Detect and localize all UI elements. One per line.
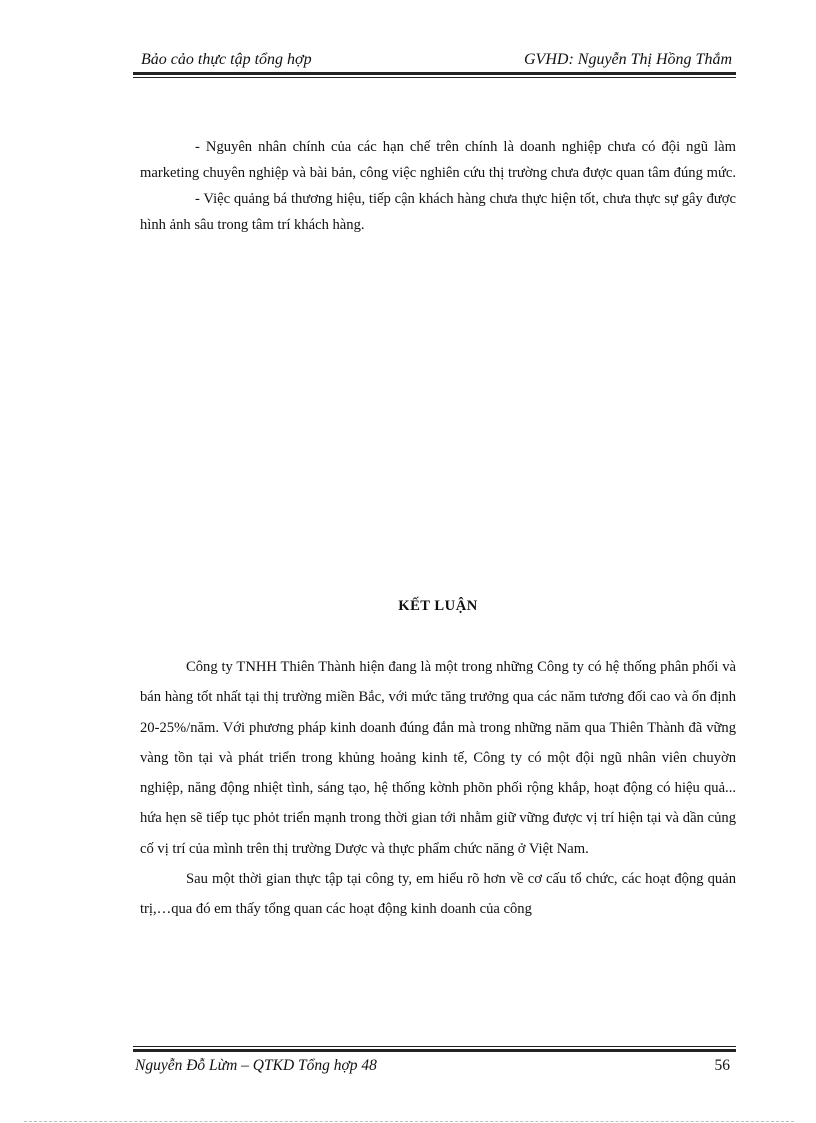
footer-rule-thin [133,1046,736,1047]
conclusion-title: KẾT LUẬN [398,598,478,614]
page-edge-guide [24,1121,794,1122]
footer-author: Nguyễn Đỗ Lừm – QTKD Tổng hợp 48 [135,1057,377,1074]
paragraph-conclusion-2: Sau một thời gian thực tập tại công ty, em hiểu rõ hơn về cơ cấu tổ chức, các hoạt động quản trị,…qua đó em thấy tổng quan các hoạt động kinh doanh của công [140,871,736,918]
page-footer [133,1052,736,1080]
header-report-title: Bảo cảo thực tập tổng hợp [141,51,312,68]
paragraph-conclusion-1: Công ty TNHH Thiên Thành hiện đang là một trong những Công ty có hệ thống phân phối và bán hàng tốt nhất tại thị trường miền Bắc, với mức tăng trưởng qua các năm tương đối cao và ổn định 20-25%/năm. Với phương pháp kinh doanh đúng đắn mà trong những năm qua Thiên Thành đã vững vàng tồn tại và phát triển trong khủng hoảng kinh tế, Công ty có một đội ngũ nhân viên chuyờn nghiệp, năng động nhiệt tình, sáng tạo, hệ thống kờnh phõn phối rộng khắp, hoạt động có hiệu quả... hứa hẹn sẽ tiếp tục phỏt triển mạnh trong thời gian tới nhằm giữ vững được vị trí hiện tại và dần củng cố vị trí của mình trên thị trường Dược và thực phẩm chức năng ở Việt Nam. [140,659,736,857]
page-header [133,44,736,72]
paragraph-cause-1: - Nguyên nhân chính của các hạn chế trên chính là doanh nghiệp chưa có đội ngũ làm marketing chuyên nghiệp và bài bản, công việc nghiên cứu thị trường chưa được quan tâm đúng mức. [140,139,736,181]
header-rule-thick [133,72,736,75]
header-advisor: GVHD: Nguyễn Thị Hồng Thắm [524,51,732,68]
header-rule-thin [133,77,736,78]
paragraph-cause-2: - Việc quảng bá thương hiệu, tiếp cận khách hàng chưa thực hiện tốt, chưa thực sự gây được hình ảnh sâu trong tâm trí khách hàng. [140,191,736,233]
page-number: 56 [714,1057,730,1074]
section-causes [140,134,736,238]
section-conclusion [140,652,736,925]
